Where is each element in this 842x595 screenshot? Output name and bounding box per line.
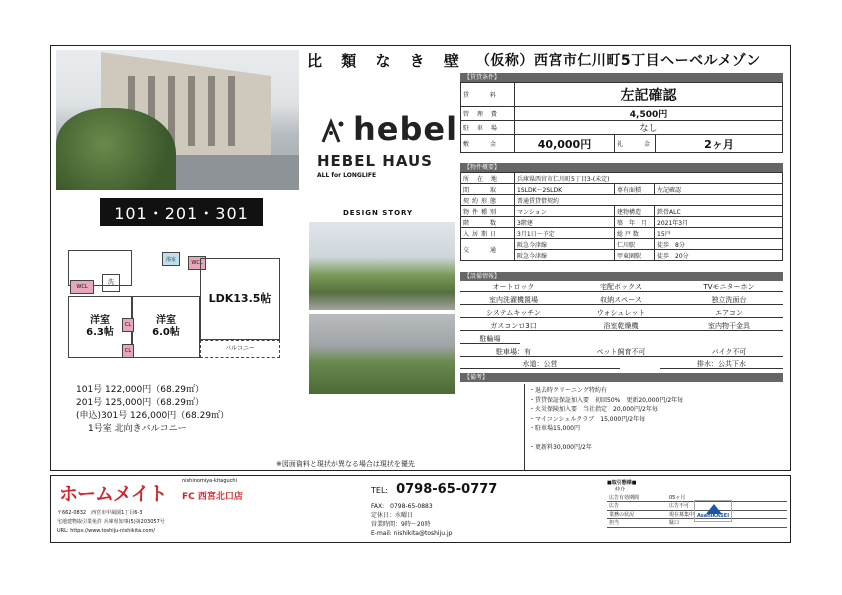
entrance-photo bbox=[309, 314, 455, 394]
eq-5-1: ペット飼育不可 bbox=[567, 347, 675, 357]
overview-header: 【物件概要】 bbox=[460, 163, 783, 172]
eq-1-2: 独立洗面台 bbox=[675, 295, 783, 305]
footer-contact bbox=[371, 502, 452, 538]
mgmt-label: 管 理 費 bbox=[461, 107, 515, 121]
asahi-kasei-logo bbox=[694, 500, 732, 522]
reg-v-3: 駄口 bbox=[667, 519, 787, 528]
floor-plan bbox=[66, 234, 281, 360]
tel-label: TEL: bbox=[371, 486, 389, 495]
ov-label-5b: 総 戸 数 bbox=[615, 228, 655, 239]
license-line: 宅地建物取引業免許 兵庫県知事(5)第203057号 bbox=[57, 519, 165, 525]
ov-label-4b: 築 年 月 bbox=[615, 217, 655, 228]
exterior-photo bbox=[309, 222, 455, 310]
plan-cl-2: CL bbox=[122, 344, 134, 358]
plan-balcony: バルコニー bbox=[200, 340, 280, 358]
tel-number bbox=[371, 482, 497, 497]
parking-label: 駐 車 場 bbox=[461, 121, 515, 135]
price-301: (申込)301号 126,000円（68.29㎡） bbox=[76, 411, 230, 421]
fax-line: FAX: 0798-65-0883 bbox=[371, 503, 433, 510]
plan-room-1: 洋室 6.3帖 bbox=[68, 296, 132, 358]
rent-label: 賃 料 bbox=[461, 83, 515, 107]
address-line: 〒662-0832 西宮市甲風園1丁目6-3 bbox=[57, 510, 143, 516]
eq-2-1: ウォシュレット bbox=[567, 308, 675, 318]
tel-value: 0798-65-0777 bbox=[396, 482, 498, 497]
ov-label-2: 契約形態 bbox=[461, 195, 515, 206]
footer-address bbox=[57, 509, 165, 536]
ov-label-3: 物件種別 bbox=[461, 206, 515, 217]
reg-k-2: 業務の状況 bbox=[607, 510, 667, 519]
transport-line-1: 阪急今津線 bbox=[515, 250, 615, 261]
plan-ldk: LDK13.5帖 bbox=[200, 258, 280, 340]
reg-header: ■取引態様■ bbox=[607, 480, 637, 486]
remark-5 bbox=[529, 434, 779, 444]
equipment-header: 【設備情報】 bbox=[460, 272, 783, 281]
remark-6: ・更新料30,000円/2年 bbox=[529, 444, 592, 451]
branch-romaji: nishinomiya-kitaguchi bbox=[182, 478, 237, 484]
email-link[interactable]: E-mail: nishikita@toshiju.jp bbox=[371, 530, 453, 537]
building-photo bbox=[56, 50, 299, 190]
ov-value-3b: 鉄骨ALC bbox=[655, 206, 783, 217]
remarks-header: 【備考】 bbox=[460, 373, 783, 382]
price-101: 101号 122,000円（68.29㎡） bbox=[76, 385, 205, 395]
ov-value-5: 3月1日～予定 bbox=[515, 228, 615, 239]
disclaimer-note: ※図面資料と現状が異なる場合は現状を優先 bbox=[276, 460, 415, 468]
key-money-value: 2ヶ月 bbox=[656, 135, 783, 153]
eq-1-1: 収納スペース bbox=[567, 295, 675, 305]
eq-2-0: システムキッチン bbox=[460, 308, 567, 318]
reg-v-2: 現在募集中 bbox=[667, 510, 787, 519]
transport-walk-1: 徒歩 20分 bbox=[655, 250, 783, 261]
deposit-label: 敷 金 bbox=[461, 135, 515, 153]
remark-1: ・賃貸保証保証加入要 初回50% 更新20,000円/2年毎 bbox=[529, 396, 684, 404]
eq-5-2: バイク不可 bbox=[675, 347, 783, 357]
ov-value-1: 1SLDK～2SLDK bbox=[515, 184, 615, 195]
ov-value-3: マンション bbox=[515, 206, 615, 217]
transport-walk-0: 徒歩 8分 bbox=[655, 239, 783, 250]
transport-label: 交 通 bbox=[461, 239, 515, 261]
homemate-logo: ホームメイト bbox=[59, 483, 167, 505]
hebel-logo bbox=[307, 108, 457, 188]
ov-label-0: 所 在 地 bbox=[461, 173, 515, 184]
overview-table bbox=[460, 172, 783, 261]
hebel-tagline: ALL for LONGLIFE bbox=[317, 172, 377, 179]
eq-0-2: TVモニターホン bbox=[675, 282, 783, 292]
plan-cl-1: CL bbox=[122, 318, 134, 332]
parking-value: なし bbox=[515, 121, 783, 135]
key-money-label: 礼 金 bbox=[615, 135, 656, 153]
ov-label-4: 階 数 bbox=[461, 217, 515, 228]
plan-wash: 洗 bbox=[102, 274, 120, 292]
equipment-grid bbox=[460, 282, 783, 372]
mgmt-value: 4,500円 bbox=[515, 107, 783, 121]
rent-value: 左記確認 bbox=[515, 83, 783, 107]
price-list bbox=[76, 384, 229, 436]
eq-3-1: 浴室乾燥機 bbox=[567, 321, 675, 331]
remark-0: ・退去時クリーニング特約有 bbox=[529, 387, 607, 394]
ov-value-1b: 左記確認 bbox=[655, 184, 783, 195]
ov-value-5b: 15戸 bbox=[655, 228, 783, 239]
remarks-box bbox=[460, 384, 783, 471]
hebel-mark-icon bbox=[319, 118, 347, 144]
unit-numbers: 101・201・301 bbox=[100, 198, 263, 226]
transport-station-0: 仁川駅 bbox=[615, 239, 655, 250]
design-story-label: DESIGN STORY bbox=[343, 209, 414, 217]
ov-value-0: 兵庫県西宮市仁川町5丁目3-(未定) bbox=[515, 173, 783, 184]
deposit-value: 40,000円 bbox=[515, 135, 615, 153]
plan-bath: 浴室 bbox=[162, 252, 180, 266]
reg-k-3: 担当 bbox=[607, 519, 667, 528]
remark-2: ・火災保険加入要 当社指定 20,000円/2年毎 bbox=[529, 406, 658, 413]
eq-3-2: 室内物干金具 bbox=[675, 321, 783, 331]
hebel-wordmark: hebel bbox=[353, 110, 459, 148]
eq-2-2: エアコン bbox=[675, 308, 783, 318]
title-row bbox=[307, 49, 784, 71]
eq-6-0: 水道：公営 bbox=[460, 359, 620, 369]
price-note: 1号室 北向きバルコニー bbox=[88, 424, 187, 434]
transport-station-1: 甲東園駅 bbox=[615, 250, 655, 261]
remarks-list bbox=[524, 384, 783, 471]
remark-4: ・駐車場15,000円 bbox=[529, 425, 580, 432]
reg-v-1: 広告不可 bbox=[667, 502, 787, 511]
eq-3-0: ガスコンロ3口 bbox=[460, 321, 567, 331]
ov-value-4: 3階建 bbox=[515, 217, 615, 228]
eq-6-2: 排水：公共下水 bbox=[660, 359, 783, 369]
footer bbox=[50, 475, 791, 543]
plan-wcl-2: WCL bbox=[188, 256, 206, 270]
reg-k-1: 広告 bbox=[607, 502, 667, 511]
ov-label-1b: 専有面積 bbox=[615, 184, 655, 195]
holiday-line: 定休日：水曜日 bbox=[371, 512, 414, 519]
ov-label-3b: 建物構造 bbox=[615, 206, 655, 217]
reg-v-0: 05ヶ月 bbox=[667, 493, 787, 502]
ov-value-4b: 2021年3月 bbox=[655, 217, 783, 228]
asahi-text: AsahiKASEI bbox=[696, 513, 730, 519]
price-201: 201号 125,000円（68.29㎡） bbox=[76, 398, 205, 408]
remark-3: ・マイコンシェルクラブ 15,000円/2年毎 bbox=[529, 415, 646, 423]
reg-k-0: 広告有効期間 bbox=[607, 493, 667, 502]
eq-4-0: 駐輪場 bbox=[460, 334, 520, 344]
rental-table bbox=[460, 82, 783, 153]
reg-sub: 仲介 bbox=[615, 487, 626, 493]
rental-header: 【賃貸条件】 bbox=[460, 73, 783, 82]
transport-line-0: 阪急今津線 bbox=[515, 239, 615, 250]
ov-value-2: 普通賃貸借契約 bbox=[515, 195, 783, 206]
hebel-haus-wordmark: HEBEL HAUS bbox=[317, 152, 433, 170]
property-name: （仮称）西宮市仁川町5丁目ヘーベルメゾン bbox=[475, 53, 761, 69]
branch-name: FC 西宮北口店 bbox=[182, 492, 243, 502]
eq-1-0: 室内洗濯機置場 bbox=[460, 295, 567, 305]
eq-0-0: オートロック bbox=[460, 282, 567, 292]
asahi-triangle-icon bbox=[706, 504, 722, 514]
eq-0-1: 宅配ボックス bbox=[567, 282, 675, 292]
plan-room-2: 洋室 6.0帖 bbox=[132, 296, 200, 358]
catchphrase: 比 類 な き 壁 bbox=[307, 51, 466, 70]
ov-label-5: 入居期日 bbox=[461, 228, 515, 239]
ov-label-1: 間 取 bbox=[461, 184, 515, 195]
plan-wcl-1: WCL bbox=[70, 280, 94, 294]
url-link[interactable]: URL: https://www.toshiju-nishikita.com/ bbox=[57, 528, 156, 534]
hours-line: 営業時間：9時～20時 bbox=[371, 521, 431, 528]
eq-5-0: 駐車場：有 bbox=[460, 347, 567, 357]
